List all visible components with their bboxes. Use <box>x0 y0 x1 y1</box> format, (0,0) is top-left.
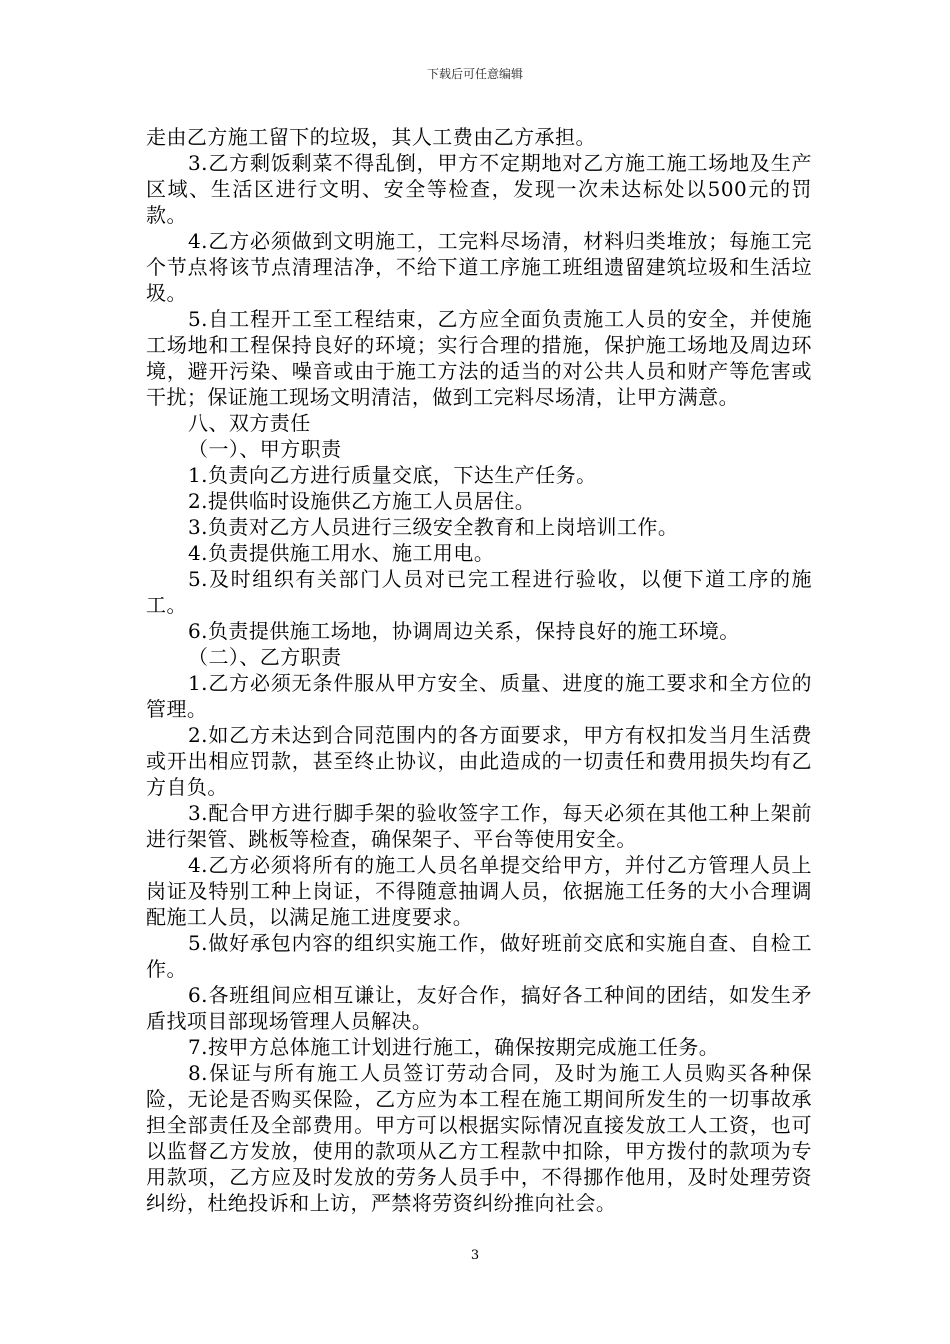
page-number: 3 <box>470 1248 480 1263</box>
paragraph: 5.自工程开工至工程结束，乙方应全面负责施工人员的安全，并使施工场地和工程保持良好的环境；实行合理的措施，保护施工场地及周边环境，避开污染、噪音或由于施工方法的适当的对公共人员和财产等危害或干扰；保证施工现场文明清洁，做到工完料尽场清，让甲方满意。 <box>146 307 812 409</box>
paragraph: 3.乙方剩饭剩菜不得乱倒，甲方不定期地对乙方施工施工场地及生产区域、生活区进行文明、安全等检查，发现一次未达标处以500元的罚款。 <box>146 151 812 227</box>
document-body <box>146 124 812 1216</box>
paragraph: 5.及时组织有关部门人员对已完工程进行验收，以便下道工序的施工。 <box>146 567 812 617</box>
paragraph: 5.做好承包内容的组织实施工作，做好班前交底和实施自查、自检工作。 <box>146 931 812 981</box>
paragraph: 3.负责对乙方人员进行三级安全教育和上岗培训工作。 <box>188 515 679 539</box>
paragraph: 1.负责向乙方进行质量交底，下达生产任务。 <box>188 463 597 487</box>
paragraph: 6.各班组间应相互谦让，友好合作，搞好各工种间的团结，如发生矛盾找项目部现场管理人员解决。 <box>146 983 812 1033</box>
page-header: 下载后可任意编辑 <box>426 67 523 81</box>
paragraph: 4.乙方必须将所有的施工人员名单提交给甲方，并付乙方管理人员上岗证及特别工种上岗证，不得随意抽调人员，依据施工任务的大小合理调配施工人员，以满足施工进度要求。 <box>146 853 812 929</box>
paragraph: 2.提供临时设施供乙方施工人员居住。 <box>188 489 536 513</box>
paragraph: 2.如乙方未达到合同范围内的各方面要求，甲方有权扣发当月生活费或开出相应罚款，甚至终止协议，由此造成的一切责任和费用损失均有乙方自负。 <box>146 723 812 799</box>
paragraph: 6.负责提供施工场地，协调周边关系，保持良好的施工环境。 <box>188 619 740 643</box>
paragraph: 1.乙方必须无条件服从甲方安全、质量、进度的施工要求和全方位的管理。 <box>146 671 812 721</box>
subsection-heading: （二）、乙方职责 <box>188 645 342 669</box>
paragraph: 3.配合甲方进行脚手架的验收签字工作，每天必须在其他工种上架前进行架管、跳板等检查，确保架子、平台等使用安全。 <box>146 801 812 851</box>
subsection-heading: （一）、甲方职责 <box>188 437 342 461</box>
paragraph: 8.保证与所有施工人员签订劳动合同，及时为施工人员购买各种保险，无论是否购买保险，乙方应为本工程在施工期间所发生的一切事故承担全部责任及全部费用。甲方可以根据实际情况直接发放工人工资，也可以监督乙方发放，使用的款项从乙方工程款中扣除，甲方拨付的款项为专用款项，乙方应及时发放的劳务人员手中，不得挪作他用，及时处理劳资纠纷，杜绝投诉和上访，严禁将劳资纠纷推向社会。 <box>146 1061 812 1215</box>
section-heading: 八、双方责任 <box>188 411 311 435</box>
paragraph: 走由乙方施工留下的垃圾，其人工费由乙方承担。 <box>146 125 596 149</box>
paragraph: 4.乙方必须做到文明施工，工完料尽场清，材料归类堆放；每施工完个节点将该节点清理洁净，不给下道工序施工班组遗留建筑垃圾和生活垃圾。 <box>146 229 812 305</box>
paragraph: 4.负责提供施工用水、施工用电。 <box>188 541 495 565</box>
paragraph: 7.按甲方总体施工计划进行施工，确保按期完成施工任务。 <box>188 1035 720 1059</box>
